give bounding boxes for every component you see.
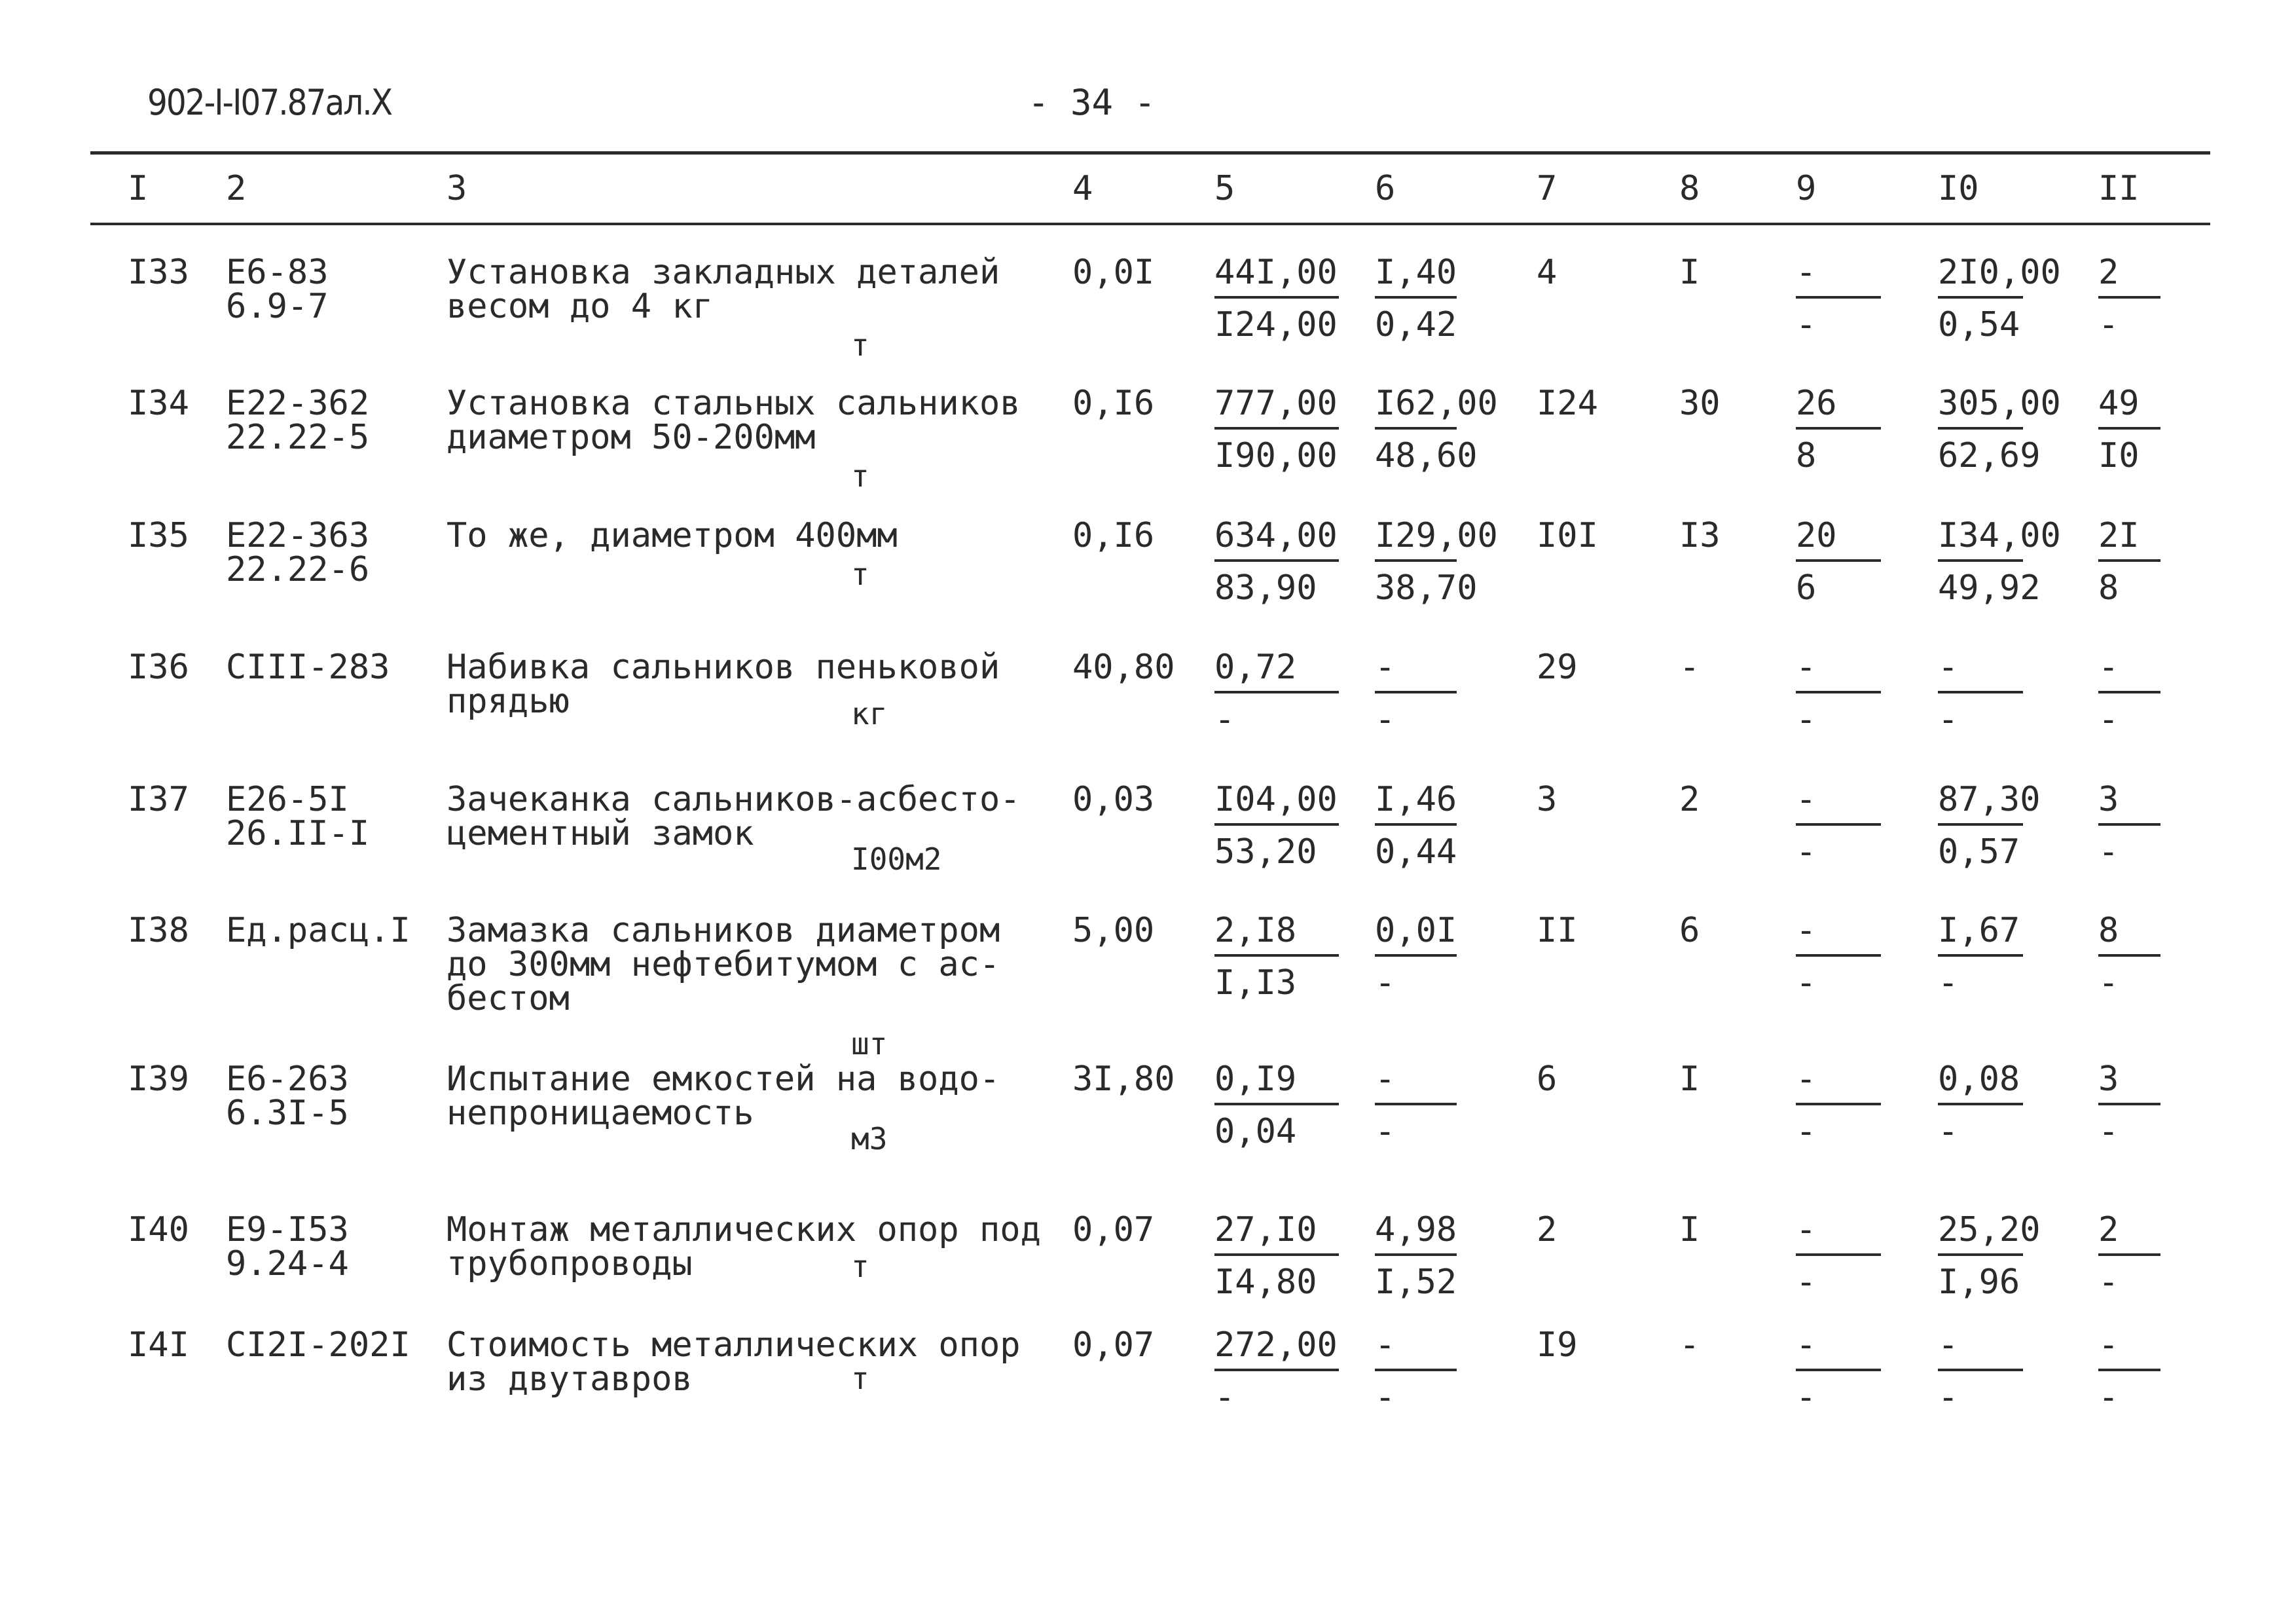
col-11-numerator: 49 <box>2098 384 2140 423</box>
cost-machines-fraction-line <box>1375 954 1457 957</box>
work-description: Установка стальных сальников диаметром 50-200мм <box>446 384 1021 457</box>
col-11-denominator: - <box>2098 700 2119 739</box>
cost-total <box>1214 1325 1339 1417</box>
col-10-fraction-line <box>1938 1103 2023 1105</box>
cost-total <box>1214 1062 1339 1149</box>
cost-machines-fraction-line <box>1375 296 1457 299</box>
cost-total <box>1214 911 1339 1003</box>
cost-total <box>1214 650 1339 737</box>
col-9 <box>1796 255 1881 342</box>
cost-total <box>1214 516 1339 608</box>
col-10-denominator: 0,57 <box>1938 832 2020 872</box>
cost-total-denominator: I24,00 <box>1214 305 1338 344</box>
col-10-fraction-line <box>1938 823 2023 826</box>
col-11 <box>2098 1210 2160 1302</box>
col-8-value: 2 <box>1679 780 1700 819</box>
col-11 <box>2098 516 2160 608</box>
row-number: I40 <box>128 1210 189 1249</box>
column-header-3: 3 <box>446 169 467 208</box>
col-10-fraction-line <box>1938 691 2023 693</box>
col-9-denominator: - <box>1796 1263 1817 1302</box>
rate-code: Е6-83 6.9-7 <box>226 253 329 326</box>
rate-code: СIII-283 <box>226 648 390 687</box>
quantity: 0,07 <box>1072 1210 1155 1249</box>
col-10-fraction-line <box>1938 559 2023 562</box>
col-9-numerator: - <box>1796 780 1817 819</box>
col-9-numerator: 20 <box>1796 516 1837 555</box>
header-bottom-rule <box>90 223 2210 225</box>
cost-total-denominator: - <box>1214 700 1235 739</box>
cost-machines-denominator: - <box>1375 700 1396 739</box>
table-top-rule <box>90 151 2210 155</box>
unit-of-measure: шт <box>851 1026 888 1061</box>
col-10-denominator: - <box>1938 963 1959 1003</box>
row-number: I37 <box>128 780 189 819</box>
cost-machines <box>1375 1325 1457 1417</box>
col-11-denominator: 8 <box>2098 568 2119 608</box>
cost-machines-numerator: 4,98 <box>1375 1210 1457 1249</box>
col-9 <box>1796 516 1881 608</box>
col-10-denominator: - <box>1938 700 1959 739</box>
col-8-value: I <box>1679 1060 1700 1099</box>
col-8-value: - <box>1679 648 1700 687</box>
col-9-denominator: 6 <box>1796 568 1817 608</box>
col-7-value: II <box>1537 911 1578 950</box>
col-8-value: 30 <box>1679 384 1721 423</box>
rate-code: Е22-362 22.22-5 <box>226 384 370 457</box>
cost-machines <box>1375 650 1457 737</box>
cost-total-denominator: 83,90 <box>1214 568 1317 608</box>
unit-of-measure: т <box>851 557 869 592</box>
rate-code: Е26-5I 26.II-I <box>226 780 370 853</box>
rate-code: Е22-363 22.22-6 <box>226 516 370 589</box>
cost-machines-numerator: 0,0I <box>1375 911 1457 950</box>
col-11-denominator: - <box>2098 1263 2119 1302</box>
col-9 <box>1796 650 1881 737</box>
column-header-6: 6 <box>1375 169 1396 208</box>
cost-machines-numerator: - <box>1375 648 1396 687</box>
col-9-numerator: - <box>1796 1210 1817 1249</box>
col-10 <box>1938 911 2023 1003</box>
col-11 <box>2098 1325 2160 1417</box>
col-8-value: I3 <box>1679 516 1721 555</box>
cost-machines <box>1375 1210 1457 1302</box>
column-header-7: 7 <box>1537 169 1558 208</box>
quantity: 0,03 <box>1072 780 1155 819</box>
unit-of-measure: т <box>851 327 869 363</box>
col-10 <box>1938 516 2061 608</box>
cost-machines <box>1375 516 1498 608</box>
cost-total-fraction-line <box>1214 691 1339 693</box>
col-9 <box>1796 1325 1881 1417</box>
quantity: 3I,80 <box>1072 1060 1175 1099</box>
col-11-fraction-line <box>2098 1253 2160 1256</box>
column-header-1: I <box>128 169 149 208</box>
col-10-fraction-line <box>1938 1253 2023 1256</box>
col-9-fraction-line <box>1796 691 1881 693</box>
col-10-numerator: 2I0,00 <box>1938 253 2061 292</box>
column-header-4: 4 <box>1072 169 1093 208</box>
col-10-numerator: - <box>1938 648 1959 687</box>
col-9 <box>1796 911 1881 1003</box>
cost-machines-numerator: I,40 <box>1375 253 1457 292</box>
col-9 <box>1796 780 1881 872</box>
col-10-numerator: - <box>1938 1325 1959 1365</box>
cost-machines-denominator: 0,42 <box>1375 305 1457 344</box>
cost-machines <box>1375 255 1457 342</box>
col-11-fraction-line <box>2098 427 2160 430</box>
unit-of-measure: I00м2 <box>851 841 942 877</box>
col-10-numerator: I34,00 <box>1938 516 2061 555</box>
cost-total <box>1214 780 1339 872</box>
col-11-denominator: - <box>2098 832 2119 872</box>
cost-machines-fraction-line <box>1375 823 1457 826</box>
column-header-10: I0 <box>1938 169 1979 208</box>
col-8-value: - <box>1679 1325 1700 1365</box>
work-description: Установка закладных деталей весом до 4 кг <box>446 253 1000 326</box>
cost-machines-numerator: - <box>1375 1060 1396 1099</box>
col-10-numerator: 87,30 <box>1938 780 2041 819</box>
cost-total-denominator: I4,80 <box>1214 1263 1317 1302</box>
cost-total-numerator: 634,00 <box>1214 516 1338 555</box>
work-description: То же, диаметром 400мм <box>446 516 898 555</box>
col-7-value: 3 <box>1537 780 1558 819</box>
rate-code: Ед.расц.I <box>226 911 410 950</box>
cost-machines-denominator: 48,60 <box>1375 436 1478 475</box>
cost-total-numerator: 0,72 <box>1214 648 1297 687</box>
col-9-denominator: - <box>1796 832 1817 872</box>
document-code: 902-I-I07.87ал.X <box>147 82 392 123</box>
col-10-fraction-line <box>1938 427 2023 430</box>
col-9-denominator: 8 <box>1796 436 1817 475</box>
row-number: I4I <box>128 1325 189 1365</box>
cost-machines <box>1375 384 1498 475</box>
col-11-fraction-line <box>2098 559 2160 562</box>
unit-of-measure: т <box>851 458 869 494</box>
col-11 <box>2098 650 2160 737</box>
col-10 <box>1938 650 2023 737</box>
row-number: I35 <box>128 516 189 555</box>
cost-total-denominator: 53,20 <box>1214 832 1317 872</box>
cost-total-numerator: 0,I9 <box>1214 1060 1297 1099</box>
col-11-numerator: 2 <box>2098 1210 2119 1249</box>
work-description: Набивка сальников пеньковой прядью <box>446 648 1000 721</box>
row-number: I34 <box>128 384 189 423</box>
cost-total <box>1214 255 1339 342</box>
col-10-fraction-line <box>1938 296 2023 299</box>
col-11-denominator: - <box>2098 305 2119 344</box>
cost-total-numerator: I04,00 <box>1214 780 1338 819</box>
col-11 <box>2098 911 2160 1003</box>
col-10-denominator: - <box>1938 1112 1959 1151</box>
cost-machines-denominator: - <box>1375 963 1396 1003</box>
col-9 <box>1796 1062 1881 1149</box>
col-11-numerator: 2I <box>2098 516 2140 555</box>
cost-machines-denominator: - <box>1375 1112 1396 1151</box>
column-header-8: 8 <box>1679 169 1700 208</box>
col-10-numerator: 305,00 <box>1938 384 2061 423</box>
col-8-value: 6 <box>1679 911 1700 950</box>
cost-total-fraction-line <box>1214 823 1339 826</box>
cost-total-fraction-line <box>1214 296 1339 299</box>
col-11 <box>2098 1062 2160 1149</box>
cost-machines-fraction-line <box>1375 559 1457 562</box>
cost-total-fraction-line <box>1214 427 1339 430</box>
col-10-numerator: 25,20 <box>1938 1210 2041 1249</box>
col-11-fraction-line <box>2098 1369 2160 1371</box>
col-9-fraction-line <box>1796 1253 1881 1256</box>
col-11-denominator: - <box>2098 1378 2119 1417</box>
col-10 <box>1938 1210 2041 1302</box>
col-11-numerator: 3 <box>2098 1060 2119 1099</box>
quantity: 0,I6 <box>1072 516 1155 555</box>
col-8-value: I <box>1679 1210 1700 1249</box>
col-11 <box>2098 386 2160 473</box>
col-9-fraction-line <box>1796 296 1881 299</box>
unit-of-measure: м3 <box>851 1121 888 1156</box>
cost-total-fraction-line <box>1214 559 1339 562</box>
unit-of-measure: кг <box>851 696 888 731</box>
col-9-denominator: - <box>1796 1378 1817 1417</box>
cost-machines-denominator: - <box>1375 1378 1396 1417</box>
col-11-denominator: - <box>2098 1112 2119 1151</box>
cost-total-denominator: I,I3 <box>1214 963 1297 1003</box>
col-10 <box>1938 384 2061 475</box>
cost-machines-fraction-line <box>1375 1103 1457 1105</box>
cost-machines-denominator: 38,70 <box>1375 568 1478 608</box>
col-9-fraction-line <box>1796 1369 1881 1371</box>
col-11-denominator: I0 <box>2098 436 2140 475</box>
work-description: Монтаж металлических опор под трубопроводы <box>446 1210 1041 1283</box>
rate-code: Е9-I53 9.24-4 <box>226 1210 349 1283</box>
cost-machines-numerator: I29,00 <box>1375 516 1498 555</box>
col-11-numerator: 2 <box>2098 253 2119 292</box>
col-10-denominator: 62,69 <box>1938 436 2041 475</box>
quantity: 5,00 <box>1072 911 1155 950</box>
col-7-value: 2 <box>1537 1210 1558 1249</box>
col-7-value: I24 <box>1537 384 1598 423</box>
unit-of-measure: т <box>851 1361 869 1396</box>
col-10-denominator: I,96 <box>1938 1263 2020 1302</box>
cost-total-fraction-line <box>1214 1103 1339 1105</box>
cost-machines-fraction-line <box>1375 1253 1457 1256</box>
col-11-numerator: 3 <box>2098 780 2119 819</box>
col-9-fraction-line <box>1796 1103 1881 1105</box>
cost-machines-numerator: - <box>1375 1325 1396 1365</box>
col-10 <box>1938 780 2041 872</box>
col-9 <box>1796 386 1881 473</box>
work-description: Зачеканка сальников-асбесто- цементный замок <box>446 780 1021 853</box>
cost-total-fraction-line <box>1214 1369 1339 1371</box>
cost-total-denominator: I90,00 <box>1214 436 1338 475</box>
cost-total <box>1214 1210 1339 1302</box>
col-11-numerator: 8 <box>2098 911 2119 950</box>
quantity: 0,0I <box>1072 253 1155 292</box>
col-10 <box>1938 1062 2023 1149</box>
cost-total-fraction-line <box>1214 1253 1339 1256</box>
col-11-fraction-line <box>2098 954 2160 957</box>
page-number: - 34 - <box>1028 82 1156 123</box>
rate-code: СI2I-202I <box>226 1325 410 1365</box>
col-11-fraction-line <box>2098 823 2160 826</box>
work-description: Стоимость металлических опор из двутавров <box>446 1325 1021 1399</box>
col-9-numerator: - <box>1796 1060 1817 1099</box>
col-10-denominator: 0,54 <box>1938 305 2020 344</box>
col-9-fraction-line <box>1796 427 1881 430</box>
col-11-numerator: - <box>2098 648 2119 687</box>
col-8-value: I <box>1679 253 1700 292</box>
col-11-denominator: - <box>2098 963 2119 1003</box>
col-9-numerator: - <box>1796 1325 1817 1365</box>
col-9-fraction-line <box>1796 954 1881 957</box>
col-11-fraction-line <box>2098 296 2160 299</box>
rate-code: Е6-263 6.3I-5 <box>226 1060 349 1133</box>
col-11-fraction-line <box>2098 691 2160 693</box>
col-9-numerator: - <box>1796 648 1817 687</box>
cost-machines-fraction-line <box>1375 427 1457 430</box>
cost-total-numerator: 27,I0 <box>1214 1210 1317 1249</box>
col-9-denominator: - <box>1796 963 1817 1003</box>
col-7-value: I9 <box>1537 1325 1578 1365</box>
cost-machines-numerator: I62,00 <box>1375 384 1498 423</box>
col-11 <box>2098 780 2160 872</box>
cost-machines-fraction-line <box>1375 1369 1457 1371</box>
col-9 <box>1796 1210 1881 1302</box>
col-11 <box>2098 255 2160 342</box>
column-header-5: 5 <box>1214 169 1235 208</box>
col-10-fraction-line <box>1938 954 2023 957</box>
row-number: I33 <box>128 253 189 292</box>
row-number: I39 <box>128 1060 189 1099</box>
row-number: I36 <box>128 648 189 687</box>
cost-total-numerator: 2,I8 <box>1214 911 1297 950</box>
cost-total-numerator: 777,00 <box>1214 384 1338 423</box>
cost-total-denominator: 0,04 <box>1214 1112 1297 1151</box>
col-9-denominator: - <box>1796 1112 1817 1151</box>
col-9-denominator: - <box>1796 700 1817 739</box>
cost-machines-denominator: I,52 <box>1375 1263 1457 1302</box>
col-10-denominator: 49,92 <box>1938 568 2041 608</box>
col-9-fraction-line <box>1796 823 1881 826</box>
cost-machines-numerator: I,46 <box>1375 780 1457 819</box>
quantity: 0,I6 <box>1072 384 1155 423</box>
cost-machines <box>1375 1062 1457 1149</box>
cost-machines-denominator: 0,44 <box>1375 832 1457 872</box>
col-7-value: I0I <box>1537 516 1598 555</box>
col-10-fraction-line <box>1938 1369 2023 1371</box>
unit-of-measure: т <box>851 1249 869 1284</box>
cost-machines <box>1375 780 1457 872</box>
col-10-denominator: - <box>1938 1378 1959 1417</box>
work-description: Испытание емкостей на водо- непроницаемость <box>446 1060 1000 1133</box>
col-10-numerator: 0,08 <box>1938 1060 2020 1099</box>
work-description: Замазка сальников диаметром до 300мм нефтебитумом с ас- бестом <box>446 911 1000 1018</box>
col-7-value: 29 <box>1537 648 1578 687</box>
col-10-numerator: I,67 <box>1938 911 2020 950</box>
column-header-11: II <box>2098 169 2140 208</box>
cost-total-numerator: 272,00 <box>1214 1325 1338 1365</box>
col-9-denominator: - <box>1796 305 1817 344</box>
col-9-numerator: 26 <box>1796 384 1837 423</box>
col-9-numerator: - <box>1796 253 1817 292</box>
col-11-fraction-line <box>2098 1103 2160 1105</box>
col-10 <box>1938 253 2061 344</box>
cost-total-fraction-line <box>1214 954 1339 957</box>
col-9-fraction-line <box>1796 559 1881 562</box>
cost-machines <box>1375 911 1457 1003</box>
col-7-value: 6 <box>1537 1060 1558 1099</box>
cost-machines-fraction-line <box>1375 691 1457 693</box>
col-9-numerator: - <box>1796 911 1817 950</box>
column-header-2: 2 <box>226 169 247 208</box>
quantity: 40,80 <box>1072 648 1175 687</box>
col-11-numerator: - <box>2098 1325 2119 1365</box>
column-header-9: 9 <box>1796 169 1817 208</box>
row-number: I38 <box>128 911 189 950</box>
quantity: 0,07 <box>1072 1325 1155 1365</box>
cost-total <box>1214 386 1339 473</box>
col-7-value: 4 <box>1537 253 1558 292</box>
col-10 <box>1938 1325 2023 1417</box>
cost-total-denominator: - <box>1214 1378 1235 1417</box>
cost-total-numerator: 44I,00 <box>1214 253 1338 292</box>
